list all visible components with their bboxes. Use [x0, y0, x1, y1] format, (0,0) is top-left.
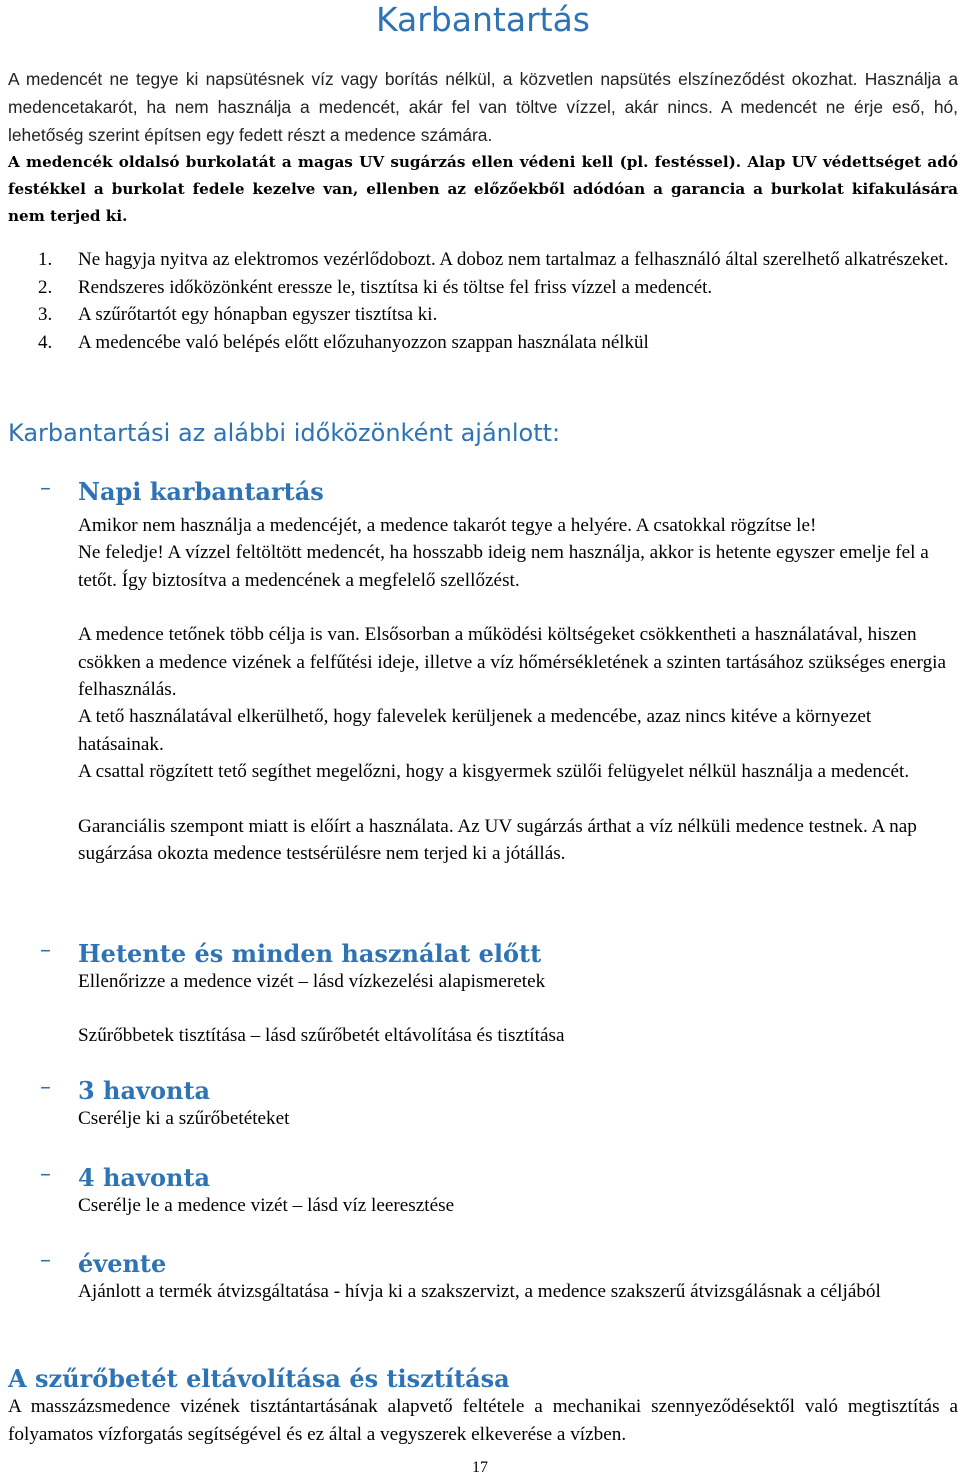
list-item: 2. Rendszeres időközönként eressze le, tisztítsa ki és töltse fel friss vízzel a medencét. [38, 276, 713, 298]
list-item: 4. A medencébe való belépés előtt előzuhanyozzon szappan használata nélkül [38, 331, 649, 353]
list-item: 1. Ne hagyja nyitva az elektromos vezérlődobozt. A doboz nem tartalmaz a felhasználó által szerelhető alkatrészeket. [38, 249, 949, 270]
section-title: 4 havonta [78, 1163, 211, 1192]
section-title: 3 havonta [78, 1076, 211, 1105]
section-title: évente [78, 1249, 167, 1278]
document-page [8, 0, 958, 1445]
page-title: Karbantartás [375, 0, 591, 39]
uv-warning-paragraph: A medencék oldalsó burkolatát a magas UV sugárzás ellen védeni kell (pl. festéssel). Alap UV védettséget adó festékkel a burkolat fedele kezelve van, ellenben az előzőekből adódóan a garancia a burkolat kifakulására nem terjed ki. [8, 153, 958, 225]
intro-plain-text: A medencét ne tegye ki napsütésnek víz vagy borítás nélkül, a közvetlen napsütés elszíneződést okozhat. Használja a medencetakarót, ha nem használja a medencét, akár fel van töltve vízzel, akár nincs. A medencét ne érje eső, hó, lehetőség szerint építsen egy fedett részt a medence számára. [8, 69, 958, 145]
section-weekly: – Hetente és minden használat előtt Ellenőrizze a medence vizét – lásd vízkezelési alapismeretek Szűrőbbetek tisztítása – lásd szűrőbetét eltávolítása és tisztítása [40, 938, 565, 1047]
page-number: 17 [472, 1459, 488, 1476]
section-title: Hetente és minden használat előtt [78, 939, 542, 968]
section-title: Napi karbantartás [78, 477, 324, 506]
filter-heading: A szűrőbetét eltávolítása és tisztítása [8, 1364, 510, 1393]
numbered-list [8, 246, 958, 356]
filter-paragraph: A masszázsmedence vizének tisztántartásának alapvető feltétele a mechanikai szennyeződésektől való megtisztítás a folyamatos vízforgatás segítségével és ez által a vegyszerek elkeverése a vízben. [8, 1396, 958, 1445]
section-daily: – Napi karbantartás Amikor nem használja a medencéjét, a medence takarót tegye a helyére. A csatokkal rögzítse le! Ne feledje! A vízzel feltöltött medencét, ha hosszabb ideig nem használja, akkor is hetente egyszer emelje fel a tetőt. Így biztosítva a medencének a megfelelő szellőzést. A medence tetőnek több célja is van. Elsősorban a működési költségeket csökkentheti a használatával, hiszen csökken a medence vizének a felfűtési ideje, illetve a víz hőmérsékletének a szinten tartásához szükséges energia felhasználás. A tető használatával elkerülhető, hogy falevelek kerüljenek a medencébe, azaz nincs kitéve a környezet hatásainak. A csattal rögzített tető segíthet megelőzni, hogy a kisgyermek szülői felügyelet nélkül használja a medencét. Garanciális szempont miatt is előírt a használata. Az UV sugárzás árthat a víz nélküli medence testnek. A nap sugárzása okozta medence testsérülésre nem terjed ki a jótállás. [40, 476, 947, 865]
section-three-months: – 3 havonta Cserélje ki a szűrőbetéteket [40, 1075, 290, 1129]
section-four-months: – 4 havonta Cserélje le a medence vizét – lásd víz leeresztése [40, 1162, 455, 1216]
section-yearly: – évente Ajánlott a termék átvizsgáltatása - hívja ki a szakszervizt, a medence szakszerű átvizsgálásnak a céljából [40, 1248, 881, 1302]
schedule-heading: Karbantartási az alábbi időközönként ajánlott: [8, 419, 561, 447]
list-item: 3. A szűrőtartót egy hónapban egyszer tisztítsa ki. [38, 304, 438, 325]
intro-paragraph [8, 65, 958, 149]
